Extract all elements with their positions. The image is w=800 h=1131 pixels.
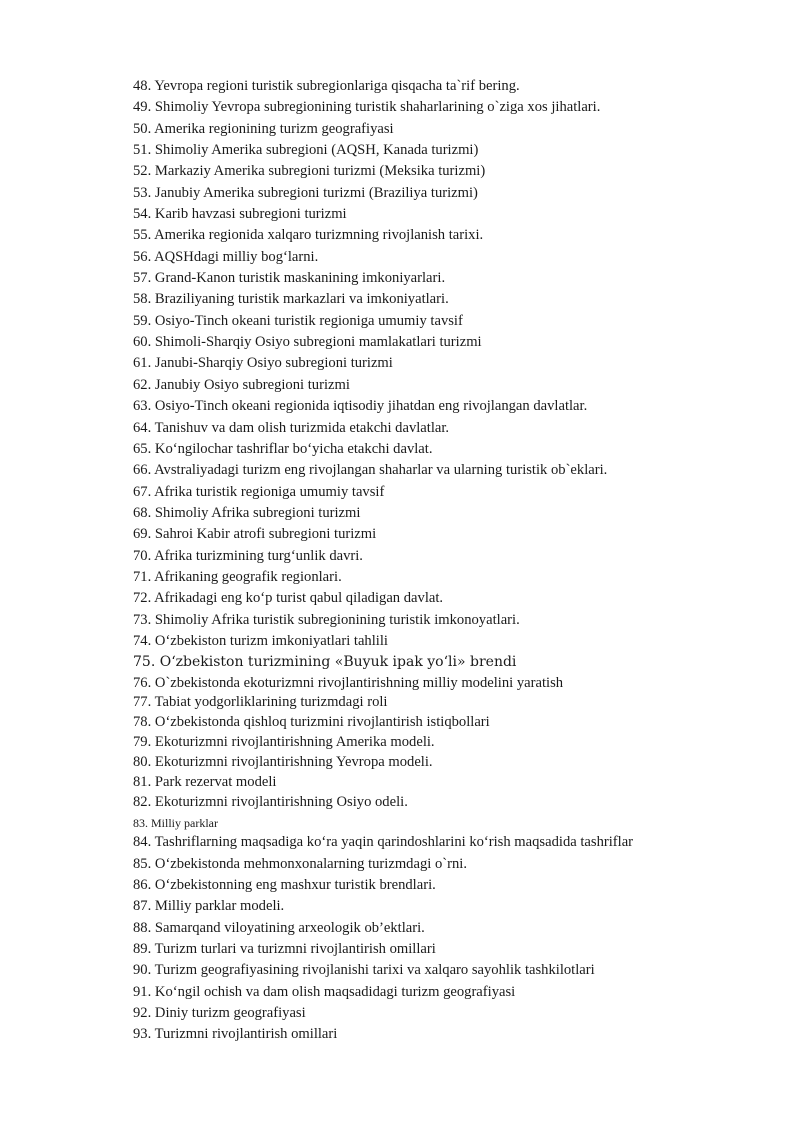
list-item <box>133 332 633 353</box>
list-item <box>133 76 633 97</box>
item-number: 69. <box>133 526 152 543</box>
item-number: 78. <box>133 714 152 731</box>
item-number: 59. <box>133 312 152 329</box>
item-number: 77. <box>133 694 152 711</box>
item-number: 86. <box>133 876 152 893</box>
item-text: O‘zbekiston turizmining «Buyuk ipak yo‘li» brendi <box>159 654 517 671</box>
list-item <box>133 832 633 853</box>
list-item <box>133 140 633 161</box>
item-number: 85. <box>133 855 152 872</box>
item-number: 48. <box>133 78 152 94</box>
item-number: 83. <box>133 815 148 830</box>
list-item <box>133 268 633 289</box>
list-item <box>133 353 633 374</box>
item-number: 68. <box>133 504 152 521</box>
item-number: 92. <box>133 1004 152 1021</box>
item-number: 80. <box>133 753 152 770</box>
item-number: 71. <box>133 568 152 585</box>
item-number: 58. <box>133 291 152 308</box>
item-text: Shimoliy Afrika turistik subregionining turistik imkonoyatlari. <box>154 611 520 628</box>
item-text: Braziliyaning turistik markazlari va imkoniyatlari. <box>154 291 449 308</box>
item-text: Sahroi Kabir atrofi subregioni turizmi <box>154 526 377 543</box>
list-item <box>133 546 633 567</box>
item-text: Tabiat yodgorliklarining turizmdagi roli <box>154 694 388 711</box>
item-number: 53. <box>133 184 152 201</box>
item-number: 63. <box>133 398 152 415</box>
item-text: Ekoturizmni rivojlantirishning Osiyo odeli. <box>154 794 408 811</box>
item-text: O`zbekistonda ekoturizmni rivojlantirishning milliy modelini yaratish <box>154 674 564 691</box>
item-number: 67. <box>133 483 152 500</box>
list-item <box>133 631 633 652</box>
list-item <box>133 792 633 813</box>
item-number: 66. <box>133 462 152 479</box>
item-number: 91. <box>133 983 152 1000</box>
item-text: Avstraliyadagi turizm eng rivojlangan shaharlar va ularning turistik ob`eklari. <box>154 462 608 479</box>
item-text: Milliy parklar <box>151 815 218 830</box>
item-text: Ekoturizmni rivojlantirishning Yevropa modeli. <box>154 753 433 770</box>
item-text: Ekoturizmni rivojlantirishning Amerika modeli. <box>154 734 435 751</box>
item-text: Turizm turlari va turizmni rivojlantirish omillari <box>154 940 436 957</box>
item-number: 84. <box>133 834 152 851</box>
list-item <box>133 183 633 204</box>
list-item <box>133 567 633 588</box>
item-number: 61. <box>133 355 152 372</box>
item-text: Turizmni rivojlantirish omillari <box>154 1026 338 1043</box>
item-number: 54. <box>133 206 152 223</box>
item-text: Shimoliy Yevropa subregionining turistik shaharlarining o`ziga xos jihatlari. <box>154 99 601 116</box>
item-text: Turizm geografiyasining rivojlanishi tarixi va xalqaro sayohlik tashkilotlari <box>154 962 595 979</box>
list-item <box>133 97 633 118</box>
item-text: Janubi-Sharqiy Osiyo subregioni turizmi <box>154 355 393 372</box>
list-item <box>133 588 633 609</box>
list-item <box>133 1003 633 1024</box>
item-number: 57. <box>133 270 152 287</box>
list-item <box>133 225 633 246</box>
list-item <box>133 939 633 960</box>
list-item <box>133 311 633 332</box>
item-number: 62. <box>133 376 152 393</box>
list-item <box>133 1024 633 1045</box>
item-text: Janubiy Osiyo subregioni turizmi <box>154 376 350 393</box>
item-text: Afrikaning geografik regionlari. <box>154 568 342 585</box>
item-number: 50. <box>133 120 152 137</box>
item-text: Karib havzasi subregioni turizmi <box>154 206 347 223</box>
item-text: Samarqand viloyatining arxeologik ob’ektlari. <box>154 919 425 936</box>
item-number: 82. <box>133 794 152 811</box>
item-number: 70. <box>133 547 152 564</box>
list-item <box>133 524 633 545</box>
item-text: Shimoli-Sharqiy Osiyo subregioni mamlakatlari turizmi <box>154 334 482 351</box>
item-text: Diniy turizm geografiyasi <box>154 1004 306 1021</box>
list-item <box>133 418 633 439</box>
item-number: 93. <box>133 1026 152 1043</box>
item-text: Afrika turizmining turg‘unlik davri. <box>154 547 363 564</box>
list-item <box>133 247 633 268</box>
item-number: 52. <box>133 163 152 180</box>
item-text: Osiyo-Tinch okeani turistik regioniga umumiy tavsif <box>154 312 463 329</box>
list-item <box>133 960 633 981</box>
item-number: 75. <box>133 654 156 671</box>
item-text: Tashriflarning maqsadiga ko‘ra yaqin qarindoshlarini ko‘rish maqsadida tashriflar <box>154 834 634 851</box>
list-item <box>133 482 633 503</box>
item-number: 64. <box>133 419 152 436</box>
list-item <box>133 896 633 917</box>
item-text: Amerika regionining turizm geografiyasi <box>154 120 394 137</box>
item-number: 79. <box>133 734 152 751</box>
item-text: Amerika regionida xalqaro turizmning rivojlanish tarixi. <box>154 227 484 244</box>
item-text: Grand-Kanon turistik maskanining imkoniyarlari. <box>154 270 446 287</box>
list-item <box>133 674 633 694</box>
item-text: Osiyo-Tinch okeani regionida iqtisodiy jihatdan eng rivojlangan davlatlar. <box>154 398 588 415</box>
item-number: 51. <box>133 142 152 159</box>
list-item <box>133 204 633 225</box>
item-text: O‘zbekistonda mehmonxonalarning turizmdagi o`rni. <box>154 855 467 872</box>
item-number: 89. <box>133 940 152 957</box>
list-item <box>133 460 633 481</box>
item-number: 90. <box>133 962 152 979</box>
question-list <box>133 76 633 1046</box>
list-item <box>133 773 633 793</box>
list-item <box>133 610 633 631</box>
list-item <box>133 439 633 460</box>
item-number: 72. <box>133 590 152 607</box>
list-item <box>133 875 633 896</box>
list-item <box>133 375 633 396</box>
list-item <box>133 396 633 417</box>
list-item <box>133 119 633 140</box>
list-item <box>133 713 633 733</box>
item-text: O‘zbekistonda qishloq turizmini rivojlantirish istiqbollari <box>154 714 490 731</box>
item-text: Yevropa regioni turistik subregionlariga qisqacha ta`rif bering. <box>154 78 520 94</box>
item-text: Markaziy Amerika subregioni turizmi (Meksika turizmi) <box>154 163 486 180</box>
item-number: 74. <box>133 632 152 649</box>
list-item <box>133 753 633 773</box>
item-text: Milliy parklar modeli. <box>154 898 285 915</box>
item-text: Afrikadagi eng ko‘p turist qabul qiladigan davlat. <box>154 590 444 607</box>
item-text: O‘zbekiston turizm imkoniyatlari tahlili <box>154 632 388 649</box>
list-item <box>133 814 633 832</box>
list-item <box>133 693 633 713</box>
item-number: 55. <box>133 227 152 244</box>
list-item <box>133 652 633 673</box>
item-number: 56. <box>133 248 152 265</box>
list-item <box>133 733 633 753</box>
list-item <box>133 161 633 182</box>
list-item <box>133 982 633 1003</box>
item-number: 81. <box>133 773 152 790</box>
item-number: 76. <box>133 674 152 691</box>
list-item <box>133 289 633 310</box>
item-number: 49. <box>133 99 152 116</box>
list-item <box>133 503 633 524</box>
item-text: O‘zbekistonning eng mashxur turistik brendlari. <box>154 876 436 893</box>
list-item <box>133 854 633 875</box>
item-number: 65. <box>133 440 152 457</box>
item-number: 88. <box>133 919 152 936</box>
item-text: Shimoliy Afrika subregioni turizmi <box>154 504 361 521</box>
item-text: Ko‘ngilochar tashriflar bo‘yicha etakchi davlat. <box>154 440 433 457</box>
item-text: Shimoliy Amerika subregioni (AQSH, Kanada turizmi) <box>154 142 479 159</box>
item-text: Ko‘ngil ochish va dam olish maqsadidagi turizm geografiyasi <box>154 983 516 1000</box>
item-text: Janubiy Amerika subregioni turizmi (Braziliya turizmi) <box>154 184 478 201</box>
item-text: Afrika turistik regioniga umumiy tavsif <box>154 483 385 500</box>
item-number: 87. <box>133 898 152 915</box>
item-number: 60. <box>133 334 152 351</box>
item-number: 73. <box>133 611 152 628</box>
list-item <box>133 918 633 939</box>
item-text: Park rezervat modeli <box>154 773 277 790</box>
item-text: Tanishuv va dam olish turizmida etakchi davlatlar. <box>154 419 450 436</box>
item-text: AQSHdagi milliy bog‘larni. <box>154 248 319 265</box>
